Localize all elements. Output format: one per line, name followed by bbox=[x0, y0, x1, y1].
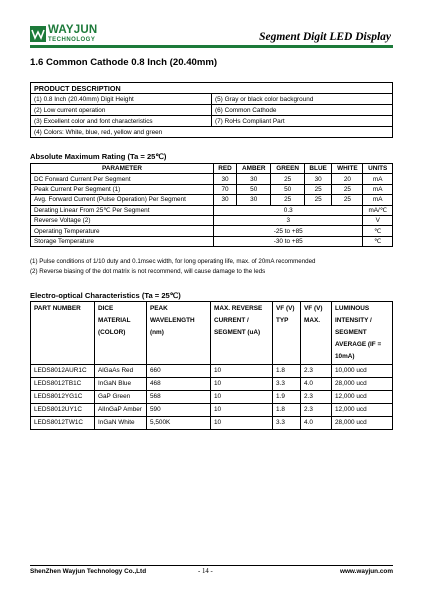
table-cell: Derating Linear From 25℃ Per Segment bbox=[31, 205, 214, 215]
table-cell: (4) Colors: White, blue, red, yellow and green bbox=[31, 127, 393, 138]
table-cell: 70 bbox=[214, 184, 237, 194]
table-cell: 10 bbox=[211, 378, 273, 391]
header-divider bbox=[30, 45, 393, 48]
absolute-max-rating-table bbox=[30, 163, 393, 247]
table-cell: GaP Green bbox=[95, 391, 147, 404]
table-cell: (1) 0.8 Inch (20.40mm) Digit Height bbox=[31, 94, 212, 105]
table-cell: ℃ bbox=[363, 236, 393, 246]
table-cell: ℃ bbox=[363, 226, 393, 236]
table-row bbox=[31, 226, 393, 236]
table-cell: 4.0 bbox=[301, 417, 332, 430]
column-header: VF (V) MAX. bbox=[301, 302, 332, 365]
table-cell: DC Forward Current Per Segment bbox=[31, 174, 214, 184]
table-row bbox=[31, 127, 393, 138]
table-row bbox=[31, 236, 393, 246]
footer-company: ShenZhen Wayjun Technology Co.,Ltd bbox=[30, 568, 147, 575]
table-cell: 50 bbox=[271, 184, 305, 194]
table-cell: 25 bbox=[332, 195, 363, 205]
table-row bbox=[31, 215, 393, 225]
column-header: WHITE bbox=[332, 164, 363, 174]
table-row bbox=[31, 417, 393, 430]
table-cell: 25 bbox=[304, 184, 332, 194]
table-cell: 12,000 ucd bbox=[332, 404, 393, 417]
table-cell: 0.3 bbox=[214, 205, 363, 215]
table-cell: mA bbox=[363, 184, 393, 194]
table-cell: 25 bbox=[304, 195, 332, 205]
table-row bbox=[31, 404, 393, 417]
table-cell: (7) RoHs Compliant Part bbox=[212, 116, 393, 127]
table-cell: LEDS8012TW1C bbox=[31, 417, 95, 430]
table-cell: Peak Current Per Segment (1) bbox=[31, 184, 214, 194]
table-cell: 25 bbox=[271, 174, 305, 184]
table-cell: 2.3 bbox=[301, 365, 332, 378]
logo-mark-icon bbox=[30, 26, 46, 42]
page-number: - 14 - bbox=[198, 568, 213, 575]
table-cell: 30 bbox=[304, 174, 332, 184]
table-cell: mA bbox=[363, 195, 393, 205]
section-title: 1.6 Common Cathode 0.8 Inch (20.40mm) bbox=[30, 57, 218, 68]
table-row bbox=[31, 391, 393, 404]
table-cell: 1.8 bbox=[273, 365, 301, 378]
table-cell: 10 bbox=[211, 404, 273, 417]
table-cell: 468 bbox=[147, 378, 211, 391]
table-row bbox=[31, 94, 393, 105]
table-cell: 3.3 bbox=[273, 378, 301, 391]
table-cell: 3 bbox=[214, 215, 363, 225]
table-cell: -25 to +85 bbox=[214, 226, 363, 236]
table-cell: 25 bbox=[332, 184, 363, 194]
footer-website: www.wayjun.com bbox=[339, 568, 393, 575]
document-title: Segment Digit LED Display bbox=[259, 31, 391, 43]
table-row bbox=[31, 195, 393, 205]
company-logo bbox=[30, 24, 110, 46]
table-cell: 28,000 ucd bbox=[332, 378, 393, 391]
table-cell: 2.3 bbox=[301, 404, 332, 417]
table-cell: 568 bbox=[147, 391, 211, 404]
table-cell: InGaN White bbox=[95, 417, 147, 430]
table-cell: 1.8 bbox=[273, 404, 301, 417]
table-cell: 1.9 bbox=[273, 391, 301, 404]
table-cell: 25 bbox=[271, 195, 305, 205]
table-cell: (3) Excellent color and font characteristics bbox=[31, 116, 212, 127]
column-header: DICE MATERIAL (COLOR) bbox=[95, 302, 147, 365]
table-cell: LEDS8012AUR1C bbox=[31, 365, 95, 378]
table-cell: Reverse Voltage (2) bbox=[31, 215, 214, 225]
table-cell: (6) Common Cathode bbox=[212, 105, 393, 116]
table-cell: 660 bbox=[147, 365, 211, 378]
column-header: GREEN bbox=[271, 164, 305, 174]
table-row bbox=[31, 116, 393, 127]
table-row bbox=[31, 205, 393, 215]
column-header: RED bbox=[214, 164, 237, 174]
table-cell: 28,000 ucd bbox=[332, 417, 393, 430]
table-cell: 590 bbox=[147, 404, 211, 417]
table-cell: 30 bbox=[214, 174, 237, 184]
table-cell: Storage Temperature bbox=[31, 236, 214, 246]
table-cell: AlInGaP Amber bbox=[95, 404, 147, 417]
table-cell: 30 bbox=[214, 195, 237, 205]
product-description-heading: PRODUCT DESCRIPTION bbox=[31, 83, 393, 94]
table-cell: 30 bbox=[237, 195, 271, 205]
column-header: PARAMETER bbox=[31, 164, 214, 174]
table-cell: V bbox=[363, 215, 393, 225]
column-header: PEAK WAVELENGTH (nm) bbox=[147, 302, 211, 365]
column-header: LUMINOUS INTENSITY / SEGMENT AVERAGE (IF = 10mA) bbox=[332, 302, 393, 365]
table-cell: 30 bbox=[237, 174, 271, 184]
footnote-1: (1) Pulse conditions of 1/10 duty and 0.1msec width, for long operating life, max. of 20mA recommended bbox=[30, 258, 316, 265]
table-row bbox=[31, 378, 393, 391]
electro-optical-table bbox=[30, 301, 393, 430]
table-cell: 10 bbox=[211, 417, 273, 430]
table-header-row bbox=[31, 164, 393, 174]
column-header: VF (V) TYP bbox=[273, 302, 301, 365]
table-cell: 4.0 bbox=[301, 378, 332, 391]
table-cell: 10,000 ucd bbox=[332, 365, 393, 378]
table-cell: AlGaAs Red bbox=[95, 365, 147, 378]
column-header: PART NUMBER bbox=[31, 302, 95, 365]
table-cell: Avg. Forward Current (Pulse Operation) Per Segment bbox=[31, 195, 214, 205]
table-row bbox=[31, 174, 393, 184]
table-cell: (2) Low current operation bbox=[31, 105, 212, 116]
table-cell: mA/℃ bbox=[363, 205, 393, 215]
eo-title: Electro-optical Characteristics (Ta = 25℃) bbox=[30, 291, 181, 300]
logo-subtitle: TECHNOLOGY bbox=[48, 37, 96, 43]
column-header: BLUE bbox=[304, 164, 332, 174]
column-header: UNITS bbox=[363, 164, 393, 174]
footnote-2: (2) Reverse biasing of the dot matrix is not recommend, will cause damage to the leds bbox=[30, 268, 266, 275]
table-cell: 20 bbox=[332, 174, 363, 184]
table-cell: mA bbox=[363, 174, 393, 184]
table-cell: 12,000 ucd bbox=[332, 391, 393, 404]
table-header-row bbox=[31, 302, 393, 365]
table-cell: LEDS8012UY1C bbox=[31, 404, 95, 417]
logo-name: WAYJUN bbox=[48, 24, 98, 36]
table-row bbox=[31, 184, 393, 194]
column-header: MAX. REVERSE CURRENT / SEGMENT (uA) bbox=[211, 302, 273, 365]
footer-divider bbox=[30, 565, 393, 566]
table-cell: 2.3 bbox=[301, 391, 332, 404]
product-description-table bbox=[30, 82, 393, 138]
table-cell: 3.3 bbox=[273, 417, 301, 430]
table-cell: LEDS8012YG1C bbox=[31, 391, 95, 404]
table-row bbox=[31, 365, 393, 378]
table-cell: 5,500K bbox=[147, 417, 211, 430]
table-cell: (5) Gray or black color background bbox=[212, 94, 393, 105]
table-cell: 50 bbox=[237, 184, 271, 194]
table-cell: 10 bbox=[211, 391, 273, 404]
table-cell: InGaN Blue bbox=[95, 378, 147, 391]
table-row bbox=[31, 105, 393, 116]
table-cell: LEDS8012TB1C bbox=[31, 378, 95, 391]
column-header: AMBER bbox=[237, 164, 271, 174]
table-cell: 10 bbox=[211, 365, 273, 378]
table-cell: Operating Temperature bbox=[31, 226, 214, 236]
table-cell: -30 to +85 bbox=[214, 236, 363, 246]
amr-title: Absolute Maximum Rating (Ta = 25℃) bbox=[30, 152, 167, 161]
